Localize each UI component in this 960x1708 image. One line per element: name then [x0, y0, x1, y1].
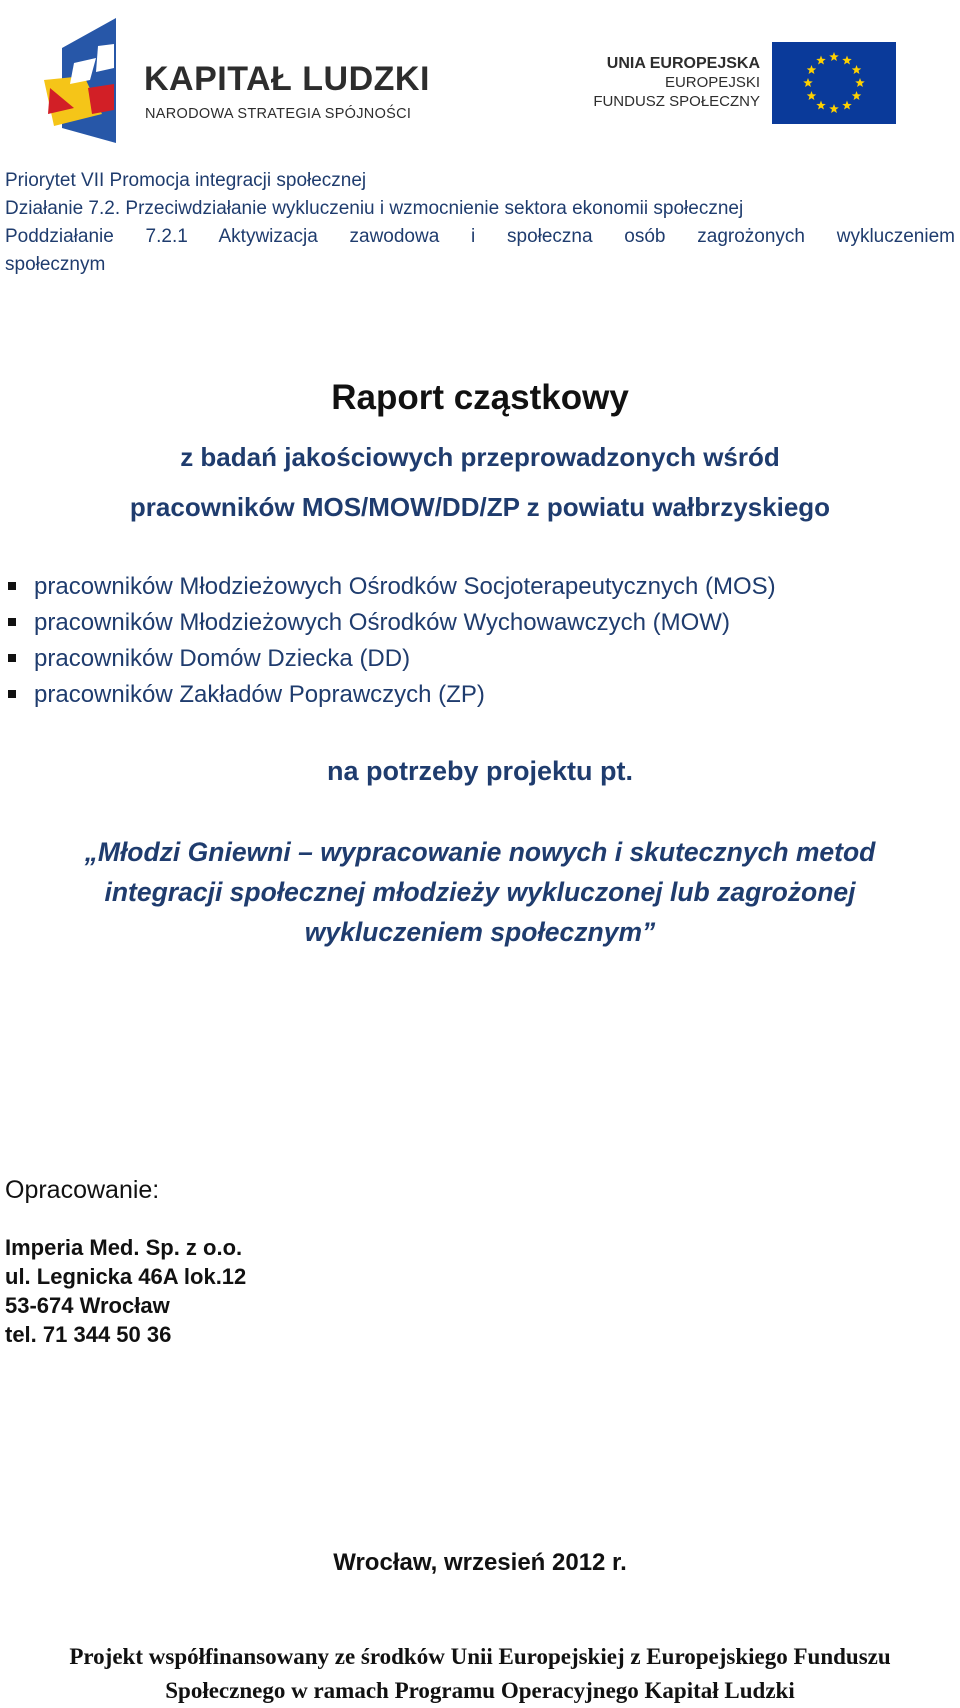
- company-name: Imperia Med. Sp. z o.o.: [5, 1235, 243, 1260]
- eu-logo-text: [582, 54, 760, 111]
- list-item: pracowników Domów Dziecka (DD): [8, 641, 776, 677]
- list-item: pracowników Młodzieżowych Ośrodków Socjoterapeutycznych (MOS): [8, 569, 776, 605]
- kapital-ludzki-subtitle: NARODOWA STRATEGIA SPÓJNOŚCI: [145, 106, 412, 122]
- list-item: pracowników Młodzieżowych Ośrodków Wychowawczych (MOW): [8, 605, 776, 641]
- report-subtitle-1: z badań jakościowych przeprowadzonych wśród: [180, 442, 780, 472]
- respondent-groups-list: [8, 569, 776, 713]
- city-address: 53-674 Wrocław: [5, 1293, 170, 1318]
- eu-line2: EUROPEJSKI: [664, 74, 760, 91]
- program-header: [5, 167, 955, 279]
- submeasure-line-cont: społecznym: [5, 254, 106, 275]
- project-title-line2: integracji społecznej młodzieży wykluczonej lub zagrożonej: [104, 877, 856, 907]
- phone-number: tel. 71 344 50 36: [5, 1322, 172, 1347]
- place-date: Wrocław, wrzesień 2012 r.: [333, 1549, 627, 1576]
- bullet-square-icon: [8, 618, 16, 626]
- measure-line: Działanie 7.2. Przeciwdziałanie wykluczeniu i wzmocnienie sektora ekonomii społecznej: [5, 198, 744, 219]
- author-address: [5, 1233, 246, 1349]
- kapital-ludzki-title: KAPITAŁ LUDZKI: [144, 60, 430, 98]
- kapital-ludzki-logo: [44, 18, 464, 148]
- project-title-line1: „Młodzi Gniewni – wypracowanie nowych i skutecznych metod: [84, 837, 876, 867]
- bullet-square-icon: [8, 654, 16, 662]
- project-title: [0, 832, 960, 952]
- bullet-square-icon: [8, 582, 16, 590]
- project-title-line3: wykluczeniem społecznym”: [304, 917, 656, 947]
- bullet-square-icon: [8, 690, 16, 698]
- kapital-ludzki-emblem-icon: [44, 18, 154, 148]
- needs-line: na potrzeby projektu pt.: [326, 756, 634, 786]
- priority-line: Priorytet VII Promocja integracji społecznej: [5, 170, 367, 191]
- eu-line3: FUNDUSZ SPOŁECZNY: [593, 93, 760, 110]
- footer-line2: Społecznego w ramach Programu Operacyjnego Kapitał Ludzki: [165, 1678, 795, 1703]
- eu-line1: UNIA EUROPEJSKA: [606, 55, 760, 72]
- footer-line1: Projekt współfinansowany ze środków Unii Europejskiej z Europejskiego Funduszu: [69, 1644, 891, 1669]
- eu-flag-icon: [772, 42, 896, 124]
- report-subtitle-2: pracowników MOS/MOW/DD/ZP z powiatu wałbrzyskiego: [129, 492, 831, 522]
- report-title: Raport cząstkowy: [331, 378, 629, 417]
- list-item: pracowników Zakładów Poprawczych (ZP): [8, 677, 776, 713]
- street-address: ul. Legnicka 46A lok.12: [5, 1264, 247, 1289]
- submeasure-line: Poddziałanie 7.2.1 Aktywizacja zawodowa i społeczna osób zagrożonych wykluczeniem: [5, 226, 955, 247]
- prepared-by-label: Opracowanie:: [5, 1176, 160, 1204]
- eu-logo: [582, 40, 902, 126]
- cofinancing-footer: [0, 1640, 960, 1708]
